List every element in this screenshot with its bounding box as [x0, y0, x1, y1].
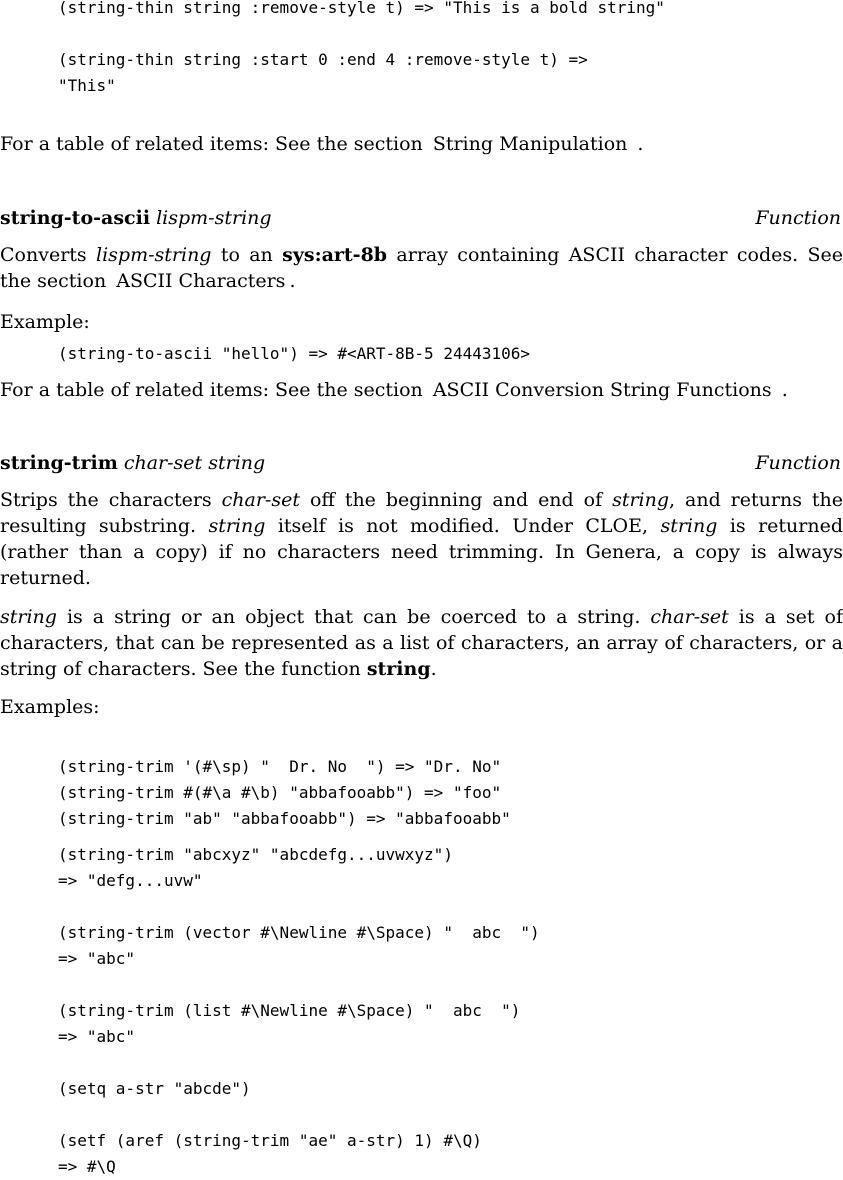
code-example-string-thin-1: (string-thin string :remove-style t) => "This is a bold string"	[58, 0, 665, 17]
desc-text: is returned (rather than a copy) if no characters need trimming. In Genera, a copy is always returned.	[0, 515, 843, 589]
desc-text: off the beginning and end of	[309, 489, 603, 511]
desc-text: itself is not modified. Under CLOE,	[277, 515, 649, 537]
desc-text: .	[430, 658, 437, 680]
entry-kind: Function	[755, 452, 841, 474]
related-items-line	[0, 377, 843, 403]
xref-function-string[interactable]: string	[366, 658, 431, 680]
desc-type: sys:art-8b	[282, 244, 388, 266]
entry-header-string-to-ascii	[0, 205, 843, 231]
code-examples-string-trim-2: (string-trim "abcxyz" "abcdefg...uvwxyz") => "defg...uvw" (string-trim (vector #\Newline #\Space) " abc ") => "abc" (string-trim (list #\Newline #\Space) " abc ") => "abc" (setq a-str "abcde") (setf (aref (string-trim "ae" a-str) 1) #\Q) => #\Q	[58, 845, 540, 1176]
desc-arg: string	[208, 515, 266, 537]
desc-arg: char-set	[650, 606, 729, 628]
example-label: Example:	[0, 311, 90, 333]
desc-arg: string	[660, 515, 718, 537]
related-items-suffix: .	[637, 133, 644, 155]
xref-ascii-characters[interactable]: ASCII Characters	[116, 270, 286, 292]
desc-arg: string	[612, 489, 670, 511]
xref-ascii-conversion-string-functions[interactable]: ASCII Conversion String Functions	[432, 379, 772, 401]
desc-text: to an	[220, 244, 273, 266]
entry-header-string-trim	[0, 450, 843, 476]
entry-name: string-to-ascii	[0, 207, 151, 229]
desc-text: array containing ASCII character codes. See the section	[0, 244, 843, 292]
entry-name: string-trim	[0, 452, 118, 474]
desc-text: , and returns the resulting substring.	[0, 489, 843, 537]
entry-args: char-set string	[123, 452, 266, 474]
desc-text: Converts	[0, 244, 87, 266]
xref-string-manipulation[interactable]: String Manipulation	[432, 133, 628, 155]
desc-text: Strips the characters	[0, 489, 212, 511]
entry-description	[0, 242, 843, 294]
entry-kind: Function	[755, 207, 841, 229]
related-items-line	[0, 131, 843, 157]
code-examples-string-trim-1: (string-trim '(#\sp) " Dr. No ") => "Dr. No" (string-trim #(#\a #\b) "abbafooabb") => "foo" (string-trim "ab" "abbafooabb") => "abbafooabb"	[58, 757, 511, 828]
code-example-string-thin-2: (string-thin string :start 0 :end 4 :remove-style t) =>	[58, 50, 588, 69]
desc-arg: string	[0, 606, 57, 628]
examples-label: Examples:	[0, 696, 100, 718]
entry-description	[0, 487, 843, 591]
entry-description-2	[0, 604, 843, 682]
desc-arg: char-set	[221, 489, 300, 511]
related-items-prefix: For a table of related items: See the section	[0, 379, 423, 401]
code-example-string-to-ascii: (string-to-ascii "hello") => #<ART-8B-5 24443106>	[58, 344, 531, 363]
entry-args: lispm-string	[156, 207, 272, 229]
desc-text: is a set of characters, that can be represented as a list of characters, an array of characters, or a string of characters. See the function	[0, 606, 843, 680]
related-items-suffix: .	[781, 379, 788, 401]
desc-arg: lispm-string	[96, 244, 212, 266]
desc-text: is a string or an object that can be coerced to a string.	[66, 606, 641, 628]
related-items-prefix: For a table of related items: See the section	[0, 133, 423, 155]
code-example-string-thin-3: "This"	[58, 76, 116, 95]
desc-text: .	[289, 270, 296, 292]
